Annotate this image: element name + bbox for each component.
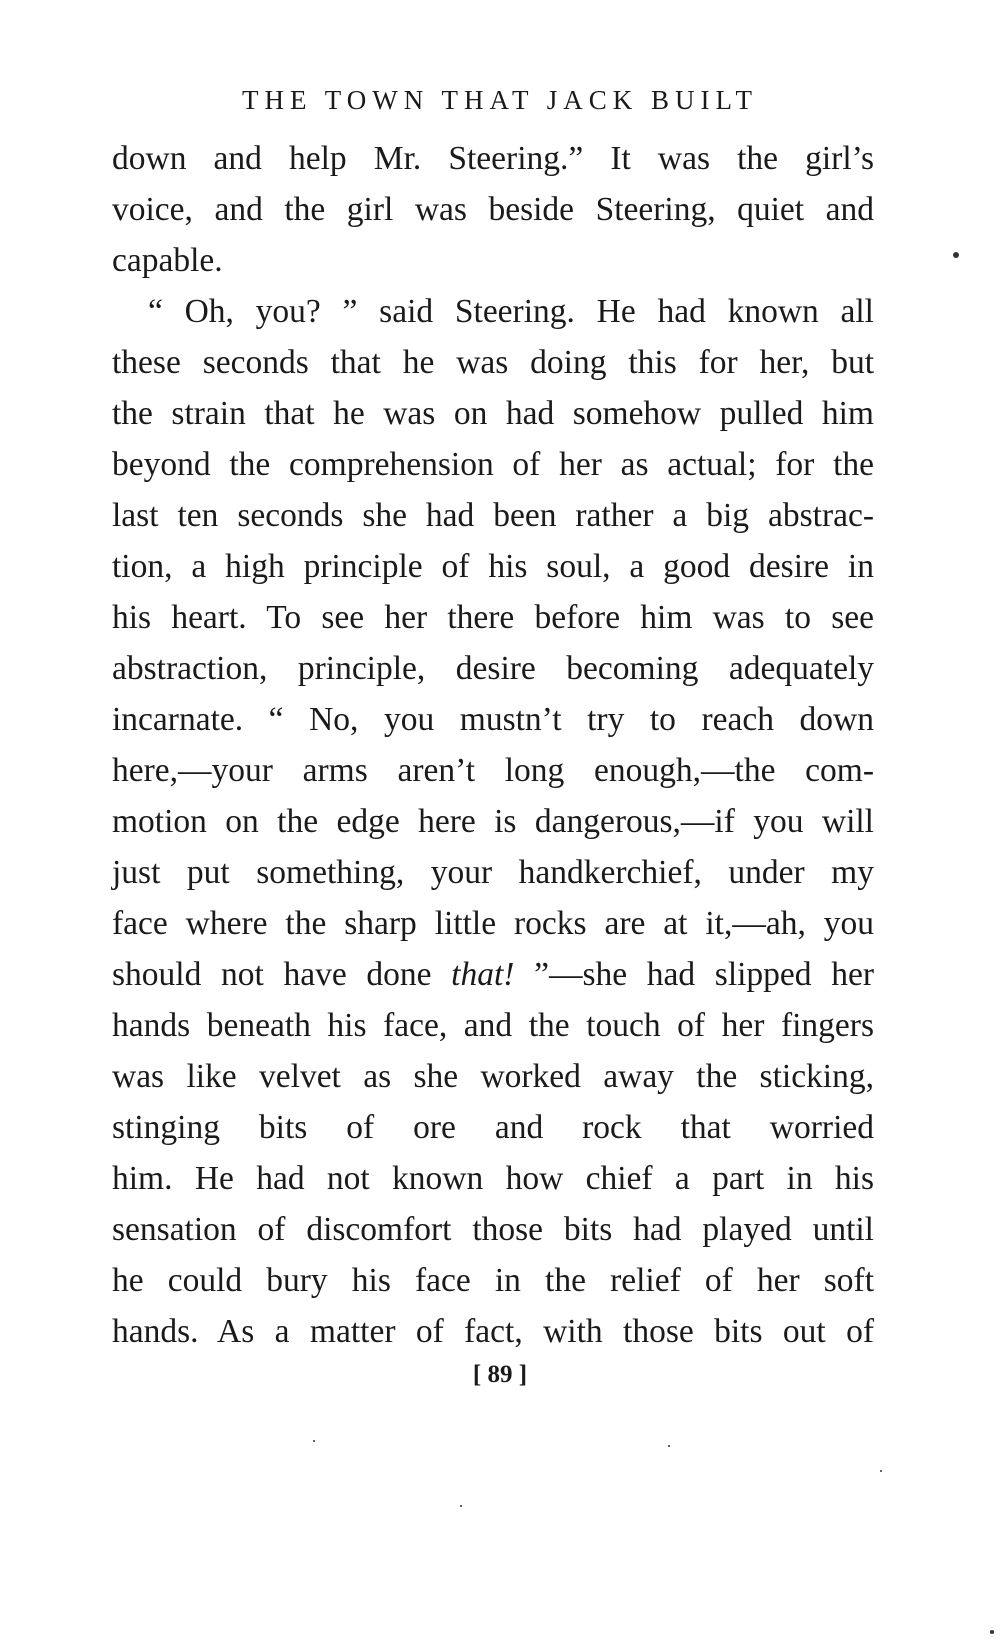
text-line: he could bury his face in the relief of her soft [112,1262,874,1299]
text-line: his heart. To see her there before him was to see [112,599,874,636]
italic-emphasis: that! [451,956,515,993]
text-line: capable. [112,242,223,279]
body-text [112,133,874,1357]
text-line: motion on the edge here is dangerous,—if you will [112,803,874,840]
text-line: face where the sharp little rocks are at it,—ah, you [112,905,874,942]
text-line-with-italic [112,949,874,1000]
page-number: [ 89 ] [472,1361,528,1388]
text-line: sensation of discomfort those bits had played until [112,1211,874,1248]
text-line: here,—your arms aren’t long enough,—the com- [112,752,874,789]
print-speck [460,1505,462,1507]
text-line: last ten seconds she had been rather a big abstrac- [112,497,874,534]
print-speck [990,1630,994,1634]
text-line: hands beneath his face, and the touch of her fingers [112,1007,874,1044]
running-head: THE TOWN THAT JACK BUILT [241,85,758,115]
text-line: hands. As a matter of fact, with those bits out of [112,1313,874,1350]
text-line: the strain that he was on had somehow pulled him [112,395,874,432]
text-line: abstraction, principle, desire becoming adequately [112,650,874,687]
line-start: should not have done [112,956,432,993]
text-line: tion, a high principle of his soul, a good desire in [112,548,874,585]
text-line: incarnate. “ No, you mustn’t try to reach down [112,701,874,738]
print-speck [668,1445,670,1447]
print-speck [313,1440,315,1442]
text-line: these seconds that he was doing this for her, but [112,344,874,381]
text-line: was like velvet as she worked away the sticking, [112,1058,874,1095]
print-speck [880,1470,882,1472]
print-speck [953,252,959,258]
line-end: ”—she had slipped her [514,956,874,993]
text-line: voice, and the girl was beside Steering, quiet and [112,191,874,228]
text-line: just put something, your handkerchief, under my [112,854,874,891]
text-line: beyond the comprehension of her as actual; for the [112,446,874,483]
text-line: stinging bits of ore and rock that worried [112,1109,874,1146]
text-line: him. He had not known how chief a part in his [112,1160,874,1197]
text-line: “ Oh, you? ” said Steering. He had known all [148,293,874,330]
text-line: down and help Mr. Steering.” It was the girl’s [112,140,874,177]
